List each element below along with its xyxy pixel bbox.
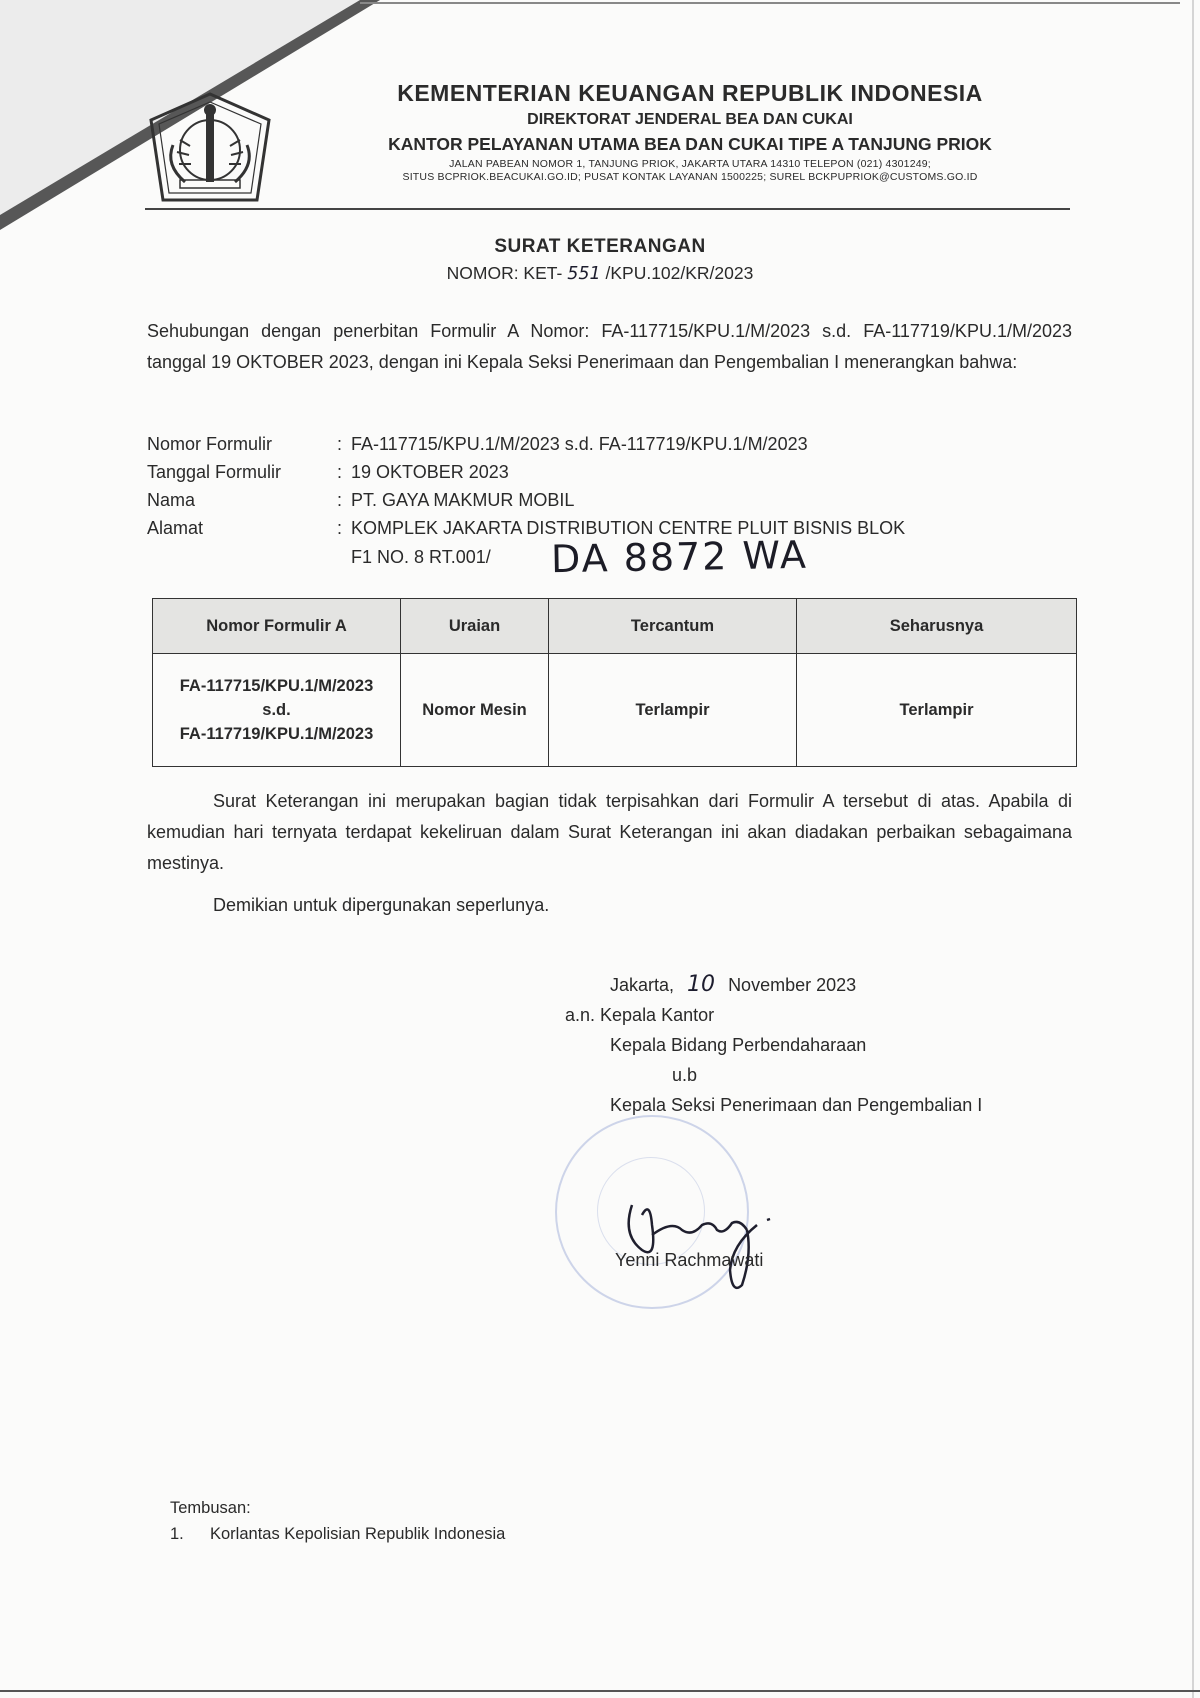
- form-details: [147, 430, 1072, 582]
- cell-stated: Terlampir: [549, 654, 797, 767]
- letterhead: [290, 80, 1090, 183]
- form-to: FA-117719/KPU.1/M/2023: [179, 725, 374, 743]
- handwritten-plate-number: DA 8872 WA: [550, 532, 809, 582]
- field-label: Tanggal Formulir: [147, 462, 282, 482]
- field-colon: :: [337, 462, 343, 482]
- letter-number-handwritten: 551: [567, 264, 601, 284]
- field-colon: :: [337, 490, 343, 510]
- under-authority: u.b: [672, 1065, 698, 1085]
- table-row: [153, 654, 1077, 767]
- address-continuation: F1 NO. 8 RT.001/: [351, 547, 491, 567]
- copies-label: Tembusan:: [170, 1499, 251, 1517]
- signing-place: Jakarta,: [610, 975, 675, 995]
- signature-block: [560, 970, 1080, 1120]
- signer-position-head: Kepala Bidang Perbendaharaan: [610, 1035, 867, 1055]
- col-header-stated: Tercantum: [549, 599, 797, 654]
- cell-description: Nomor Mesin: [401, 654, 549, 767]
- carbon-copies: [170, 1495, 505, 1547]
- table-header-row: [153, 599, 1077, 654]
- letter-title: SURAT KETERANGAN: [494, 236, 706, 257]
- ministry-name: KEMENTERIAN KEUANGAN REPUBLIK INDONESIA: [397, 80, 983, 106]
- cell-form-number: [153, 654, 401, 767]
- field-row-form-date: [147, 458, 1072, 486]
- field-row-name: [147, 486, 1072, 514]
- col-header-description: Uraian: [401, 599, 549, 654]
- letterhead-divider: [145, 208, 1070, 210]
- signing-day-handwritten: 10: [687, 972, 716, 997]
- office-address: JALAN PABEAN NOMOR 1, TANJUNG PRIOK, JAKARTA UTARA 14310 TELEPON (021) 4301249;: [449, 158, 931, 170]
- field-label: Alamat: [147, 518, 204, 538]
- field-value: FA-117715/KPU.1/M/2023 s.d. FA-117719/KPU.1/M/2023: [351, 434, 808, 454]
- copy-recipient: Korlantas Kepolisian Republik Indonesia: [210, 1525, 506, 1543]
- signing-date: [560, 970, 1080, 1000]
- form-sd: s.d.: [262, 701, 291, 719]
- field-label: Nomor Formulir: [147, 434, 273, 454]
- scan-edge-top: [360, 2, 1180, 4]
- field-colon: :: [337, 434, 343, 454]
- col-header-form-number: Nomor Formulir A: [153, 599, 401, 654]
- field-value: 19 OKTOBER 2023: [351, 462, 509, 482]
- correction-table: [152, 598, 1077, 767]
- letter-number-prefix: NOMOR: KET-: [446, 263, 563, 283]
- closing-remark: Demikian untuk dipergunakan seperlunya.: [213, 895, 550, 915]
- closing-paragraph: Surat Keterangan ini merupakan bagian tidak terpisahkan dari Formulir A tersebut di atas. Apabila di kemudian hari ternyata terdapat kekeliruan dalam Surat Keterangan ini akan diadakan perbaikan sebagaimana mestinya.: [147, 791, 1072, 873]
- list-item: [170, 1521, 505, 1547]
- ministry-emblem-icon: [145, 90, 275, 205]
- field-value: PT. GAYA MAKMUR MOBIL: [351, 490, 575, 510]
- handwritten-signature: [612, 1175, 812, 1295]
- office-name: KANTOR PELAYANAN UTAMA BEA DAN CUKAI TIPE A TANJUNG PRIOK: [388, 134, 992, 154]
- scan-edge-bottom: [0, 1690, 1200, 1692]
- letter-number-suffix: /KPU.102/KR/2023: [605, 263, 754, 283]
- signer-position-section: Kepala Seksi Penerimaan dan Pengembalian I: [610, 1095, 983, 1115]
- letter-number: [0, 263, 1200, 284]
- intro-paragraph: Sehubungan dengan penerbitan Formulir A Nomor: FA-117715/KPU.1/M/2023 s.d. FA-117719/KPU.1/M/2023 tanggal 19 OKTOBER 2023, dengan ini Kepala Seksi Penerimaan dan Pengembalian I menerangkan bahwa:: [147, 321, 1072, 372]
- form-from: FA-117715/KPU.1/M/2023: [179, 677, 374, 695]
- field-label: Nama: [147, 490, 196, 510]
- field-value: KOMPLEK JAKARTA DISTRIBUTION CENTRE PLUIT BISNIS BLOK: [351, 518, 906, 538]
- office-contact: SITUS BCPRIOK.BEACUKAI.GO.ID; PUSAT KONTAK LAYANAN 1500225; SUREL BCKPUPRIOK@CUSTOMS.GO.ID: [402, 171, 978, 183]
- copy-number: 1.: [170, 1525, 184, 1543]
- field-row-form-number: [147, 430, 1072, 458]
- field-colon: :: [337, 518, 343, 538]
- col-header-should-be: Seharusnya: [797, 599, 1077, 654]
- signer-name: Yenni Rachmawati: [615, 1250, 764, 1270]
- signing-month-year: November 2023: [728, 975, 857, 995]
- directorate-name: DIREKTORAT JENDERAL BEA DAN CUKAI: [527, 111, 853, 128]
- cell-should-be: Terlampir: [797, 654, 1077, 767]
- on-behalf-of: a.n. Kepala Kantor: [565, 1005, 715, 1025]
- address-continuation-row: [147, 532, 1072, 582]
